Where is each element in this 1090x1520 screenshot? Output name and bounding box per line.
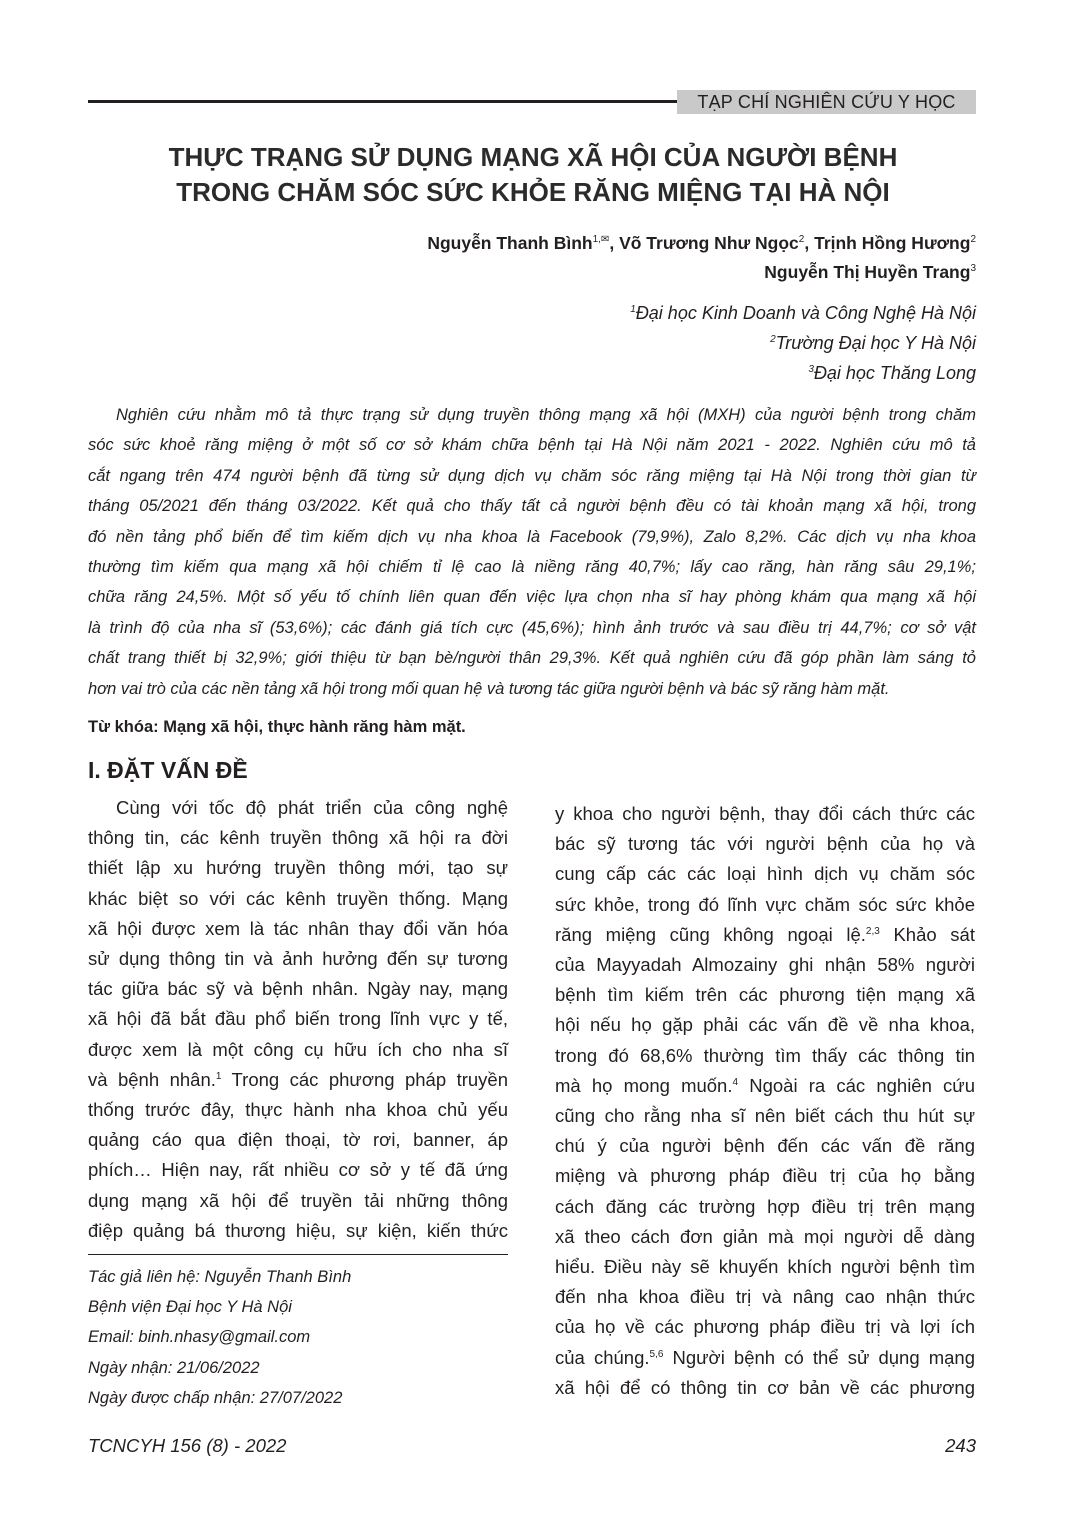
body-line: thống trước đây, thực hành nha khoa chủ yếu xyxy=(88,1099,508,1121)
body-column-left xyxy=(88,793,508,1246)
body-line: hiểu. Điều này sẽ khuyến khích người bệnh tìm xyxy=(555,1256,975,1278)
body-text: răng miệng cũng không ngoại lệ. xyxy=(555,923,866,945)
abstract-line: thường tìm kiếm qua mạng xã hội chiếm tỉ lệ cao là niềng răng 40,7%; lấy cao răng, hàn răng sâu 29,1%; xyxy=(88,558,976,577)
affiliation-mark: 2 xyxy=(770,334,776,345)
body-line: miệng và phương pháp điều trị của họ bằng xyxy=(555,1165,975,1187)
author-name: Nguyễn Thị Huyền Trang xyxy=(764,262,971,282)
body-line xyxy=(88,1065,508,1095)
body-line: của Mayyadah Almozainy ghi nhận 58% người xyxy=(555,954,975,976)
affiliation-text: Đại học Thăng Long xyxy=(813,363,976,383)
body-text: mà họ mong muốn. xyxy=(555,1074,733,1096)
body-text: Khảo sát xyxy=(879,923,975,945)
body-line: khác biệt so với các kênh truyền thống. Mạng xyxy=(88,887,508,909)
author-name: Nguyễn Thanh Bình xyxy=(427,233,593,253)
page-number: 243 xyxy=(945,1435,976,1456)
citation-mark: 1 xyxy=(215,1070,222,1082)
author-name: Võ Trương Như Ngọc xyxy=(619,233,799,253)
author-line-2 xyxy=(764,254,976,287)
affiliation-text: Đại học Kinh Doanh và Công Nghệ Hà Nội xyxy=(635,303,976,323)
affiliation-2 xyxy=(770,325,976,358)
author-affiliation-mark: 3 xyxy=(970,263,976,274)
affiliation-mark: 3 xyxy=(808,364,814,375)
body-line: chú ý của người bệnh đến các vấn đề răng xyxy=(555,1135,975,1157)
body-text: Người bệnh có thể sử dụng mạng xyxy=(663,1346,976,1368)
body-line: bệnh tìm kiếm trên các phương tiện mạng xã xyxy=(555,984,975,1006)
body-text: Ngoài ra các nghiên cứu xyxy=(738,1074,975,1096)
abstract-line: chất trang thiết bị 32,9%; giới thiệu từ bạn bè/người thân 29,3%. Kết quả nghiên cứu đã góp phần làm sáng tỏ xyxy=(88,649,976,668)
footnote-line: Ngày được chấp nhận: 27/07/2022 xyxy=(88,1388,343,1407)
article-title xyxy=(88,140,978,210)
body-line: y khoa cho người bệnh, thay đổi cách thức các xyxy=(555,803,975,824)
author-line-1: Nguyễn Thanh Bình$^{1,✉}$, Võ Trương Như Ngọc$^2$, Trịnh Hồng Hương$^2$ xyxy=(427,233,976,253)
author-affiliation-mark: 2 xyxy=(798,234,805,245)
body-text: Trong các phương pháp truyền xyxy=(221,1068,508,1090)
section-heading: I. ĐẶT VẤN ĐỀ xyxy=(88,757,248,783)
body-line: sức khỏe, trong đó lĩnh vực chăm sóc sức khỏe xyxy=(555,893,975,915)
affiliation-1 xyxy=(630,295,976,328)
body-line xyxy=(555,1343,975,1373)
body-line: hội nếu họ gặp phải các vấn đề về nha khoa, xyxy=(555,1014,975,1036)
abstract xyxy=(88,400,976,704)
abstract-line: Nghiên cứu nhằm mô tả thực trạng sử dụng truyền thông mạng xã hội (MXH) của người bệnh trong chăm xyxy=(116,406,976,424)
citation-mark: 5,6 xyxy=(649,1348,664,1360)
journal-issue-footer: TCNCYH 156 (8) - 2022 xyxy=(88,1435,287,1456)
citation-mark: 2,3 xyxy=(865,925,880,937)
citation-mark: 4 xyxy=(732,1076,739,1088)
body-line: bác sỹ tương tác với người bệnh của họ và xyxy=(555,833,975,855)
body-text: của chúng. xyxy=(555,1346,650,1368)
header-rule xyxy=(88,100,678,103)
affiliation-text: Trường Đại học Y Hà Nội xyxy=(775,333,976,353)
abstract-line: tháng 05/2021 đến tháng 03/2022. Kết quả cho thấy tất cả người bệnh đều có tài khoản mạng xã hội, trong xyxy=(88,497,976,516)
body-line xyxy=(555,920,975,950)
body-line: đến nha khoa điều trị và nâng cao nhận thức xyxy=(555,1286,975,1308)
abstract-line: sóc sức khoẻ răng miệng ở một số cơ sở khám chữa bệnh tại Hà Nội năm 2021 - 2022. Nghiên cứu mô tả xyxy=(88,436,976,455)
affiliation-3 xyxy=(808,355,976,388)
body-line: phích… Hiện nay, rất nhiều cơ sở y tế đã ứng xyxy=(88,1159,508,1181)
body-line: xã theo cách đơn giản mà mọi người dễ dàng xyxy=(555,1225,975,1247)
journal-name-tag: TẠP CHÍ NGHIÊN CỨU Y HỌC xyxy=(677,90,976,114)
abstract-line: là trình độ của nha sĩ (53,6%); các đánh giá tích cực (45,6%); hình ảnh trước và sau điều trị 44,7%; cơ sở vật xyxy=(88,618,976,637)
abstract-line: đó nền tảng phổ biến để tìm kiếm dịch vụ nha khoa là Facebook (79,9%), Zalo 8,2%. Các dịch vụ nha khoa xyxy=(88,527,976,546)
body-text: và bệnh nhân. xyxy=(88,1068,216,1090)
body-line: cũng cho rằng nha sĩ nên biết cách thu hút sự xyxy=(555,1105,975,1127)
author-affiliation-mark: 2 xyxy=(970,234,976,245)
affiliation-mark: 1 xyxy=(630,304,636,315)
body-line: cách đăng các trường hợp điều trị trên mạng xyxy=(555,1195,975,1217)
body-line: thông tin, các kênh truyền thông xã hội ra đời xyxy=(88,827,508,849)
author-affiliation-mark: 1,✉ xyxy=(592,234,610,245)
abstract-line: chữa răng 24,5%. Một số yếu tố chính liên quan đến việc lựa chọn nha sĩ hay phòng khám qua mạng xã hội xyxy=(88,588,976,607)
body-line xyxy=(555,1071,975,1101)
footnote-line: Ngày nhận: 21/06/2022 xyxy=(88,1358,260,1377)
body-line: quảng cáo qua điện thoại, tờ rơi, banner, áp xyxy=(88,1129,508,1151)
body-line: được xem là một công cụ hữu ích cho nha sĩ xyxy=(88,1038,508,1060)
body-line: trong đó 68,6% thường tìm thấy các thông tin xyxy=(555,1044,975,1066)
body-line: xã hội được xem là tác nhân thay đổi văn hóa xyxy=(88,917,508,939)
body-column-right xyxy=(555,799,975,1403)
body-line: thiết lập xu hướng truyền thông mới, tạo sự xyxy=(88,857,508,879)
footnote-line: Bệnh viện Đại học Y Hà Nội xyxy=(88,1298,292,1317)
title-line-2: TRONG CHĂM SÓC SỨC KHỎE RĂNG MIỆNG TẠI HÀ NỘI xyxy=(176,177,890,207)
body-line: Cùng với tốc độ phát triển của công nghệ xyxy=(116,797,508,818)
body-line: tác giữa bác sỹ và bệnh nhân. Ngày nay, mạng xyxy=(88,978,508,1000)
title-line-1: THỰC TRẠNG SỬ DỤNG MẠNG XÃ HỘI CỦA NGƯỜI BỆNH xyxy=(168,142,898,172)
body-line: xã hội đã bắt đầu phổ biến trong lĩnh vực y tế, xyxy=(88,1008,508,1030)
author-name: Trịnh Hồng Hương xyxy=(814,233,971,253)
abstract-line: cắt ngang trên 474 người bệnh đã từng sử dụng dịch vụ chăm sóc răng miệng tại Hà Nội trong thời gian từ xyxy=(88,466,976,485)
correspondence-footnote xyxy=(88,1262,351,1413)
footnote-line: Tác giả liên hệ: Nguyễn Thanh Bình xyxy=(88,1268,352,1286)
keywords: Từ khóa: Mạng xã hội, thực hành răng hàm mặt. xyxy=(88,718,466,736)
body-line: xã hội để có thông tin cơ bản về các phương xyxy=(555,1376,975,1398)
body-line: sử dụng thông tin và ảnh hưởng đến sự tương xyxy=(88,948,508,970)
footnote-rule xyxy=(88,1254,508,1255)
body-line: dụng mạng xã hội để truyền tải những thông xyxy=(88,1189,508,1211)
footnote-line: Email: binh.nhasy@gmail.com xyxy=(88,1328,311,1347)
abstract-line: hơn vai trò của các nền tảng xã hội trong mối quan hệ và tương tác giữa người bệnh và bác sỹ răng hàm mặt. xyxy=(88,679,890,698)
body-line: của họ về các phương pháp điều trị và lợi ích xyxy=(555,1316,975,1338)
body-line: điệp quảng bá thương hiệu, sự kiện, kiến thức xyxy=(88,1219,508,1241)
body-line: cung cấp các các loại hình dịch vụ chăm sóc xyxy=(555,863,975,885)
